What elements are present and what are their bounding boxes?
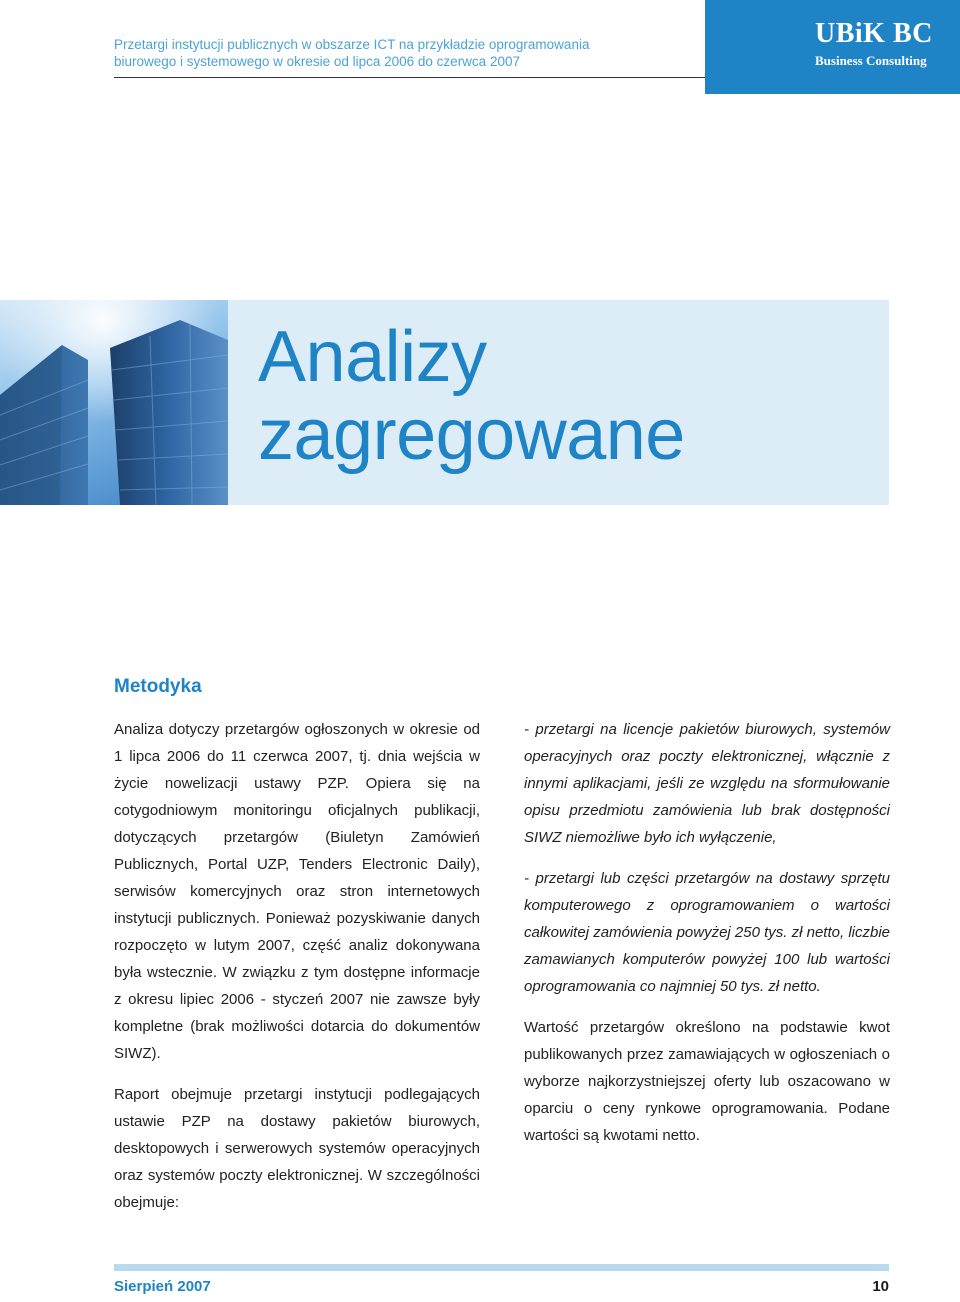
company-logo (705, 0, 960, 94)
header-rule (114, 77, 706, 78)
page-title-line1: Analizy (258, 317, 487, 397)
methodology-paragraph-2: Raport obejmuje przetargi instytucji podlegających ustawie PZP na dostawy pakietów biurowych, desktopowych i serwerowych systemów operacyjnych oraz systemów poczty elektronicznej. W szczególności obejmuje: (114, 1086, 480, 1211)
scope-item-2: - przetargi lub części przetargów na dostawy sprzętu komputerowego z oprogramowaniem o wartości całkowitej zamówienia powyżej 250 tys. zł netto, liczbie zamawianych komputerów powyżej 100 lub wartości oprogramowania co najmniej 50 tys. zł netto. (524, 870, 890, 995)
skyscraper-illustration (0, 300, 228, 505)
logo-sub-text: Business Consulting (815, 53, 927, 68)
logo-main-text: UBiK BC (815, 18, 933, 49)
header-title-line2: biurowego i systemowego w okresie od lipca 2006 do czerwca 2007 (114, 54, 520, 69)
page-number: 10 (872, 1278, 889, 1295)
methodology-paragraph-3: Wartość przetargów określono na podstawie kwot publikowanych przez zamawiających w ogłoszeniach o wyborze najkorzystniejszej oferty lub oszacowano w oparciu o ceny rynkowe oprogramowania. Podane wartości są kwotami netto. (524, 1019, 890, 1144)
skyscraper-photo (0, 300, 228, 505)
header-title (114, 36, 694, 70)
section-heading: Metodyka (114, 676, 202, 697)
header-title-line1: Przetargi instytucji publicznych w obszarze ICT na przykładzie oprogramowania (114, 37, 590, 52)
footer-bar (114, 1264, 889, 1271)
left-column (114, 716, 480, 1230)
scope-item-1: - przetargi na licencje pakietów biurowych, systemów operacyjnych oraz poczty elektronicznej, włącznie z innymi aplikacjami, jeśli ze względu na sformułowanie opisu przedmiotu zamówienia lub brak dostępności SIWZ niemożliwe było ich wyłączenie, (524, 721, 890, 846)
page-title-line2: zagregowane (258, 395, 685, 475)
right-column (524, 716, 890, 1163)
methodology-paragraph-1: Analiza dotyczy przetargów ogłoszonych w okresie od 1 lipca 2006 do 11 czerwca 2007, tj. dnia wejścia w życie nowelizacji ustawy PZP. Opiera się na cotygodniowym monitoringu oficjalnych publikacji, dotyczących przetargów (Biuletyn Zamówień Publicznych, Portal UZP, Tenders Electronic Daily), serwisów komercyjnych oraz stron internetowych instytucji publicznych. Ponieważ pozyskiwanie danych rozpoczęto w lutym 2007, część analiz dokonywana była wstecznie. W związku z tym dostępne informacje z okresu lipiec 2006 - styczeń 2007 nie zawsze były kompletne (brak możliwości dotarcia do dokumentów SIWZ). (114, 721, 480, 1062)
footer-date: Sierpień 2007 (114, 1278, 211, 1295)
page-title (258, 318, 685, 474)
